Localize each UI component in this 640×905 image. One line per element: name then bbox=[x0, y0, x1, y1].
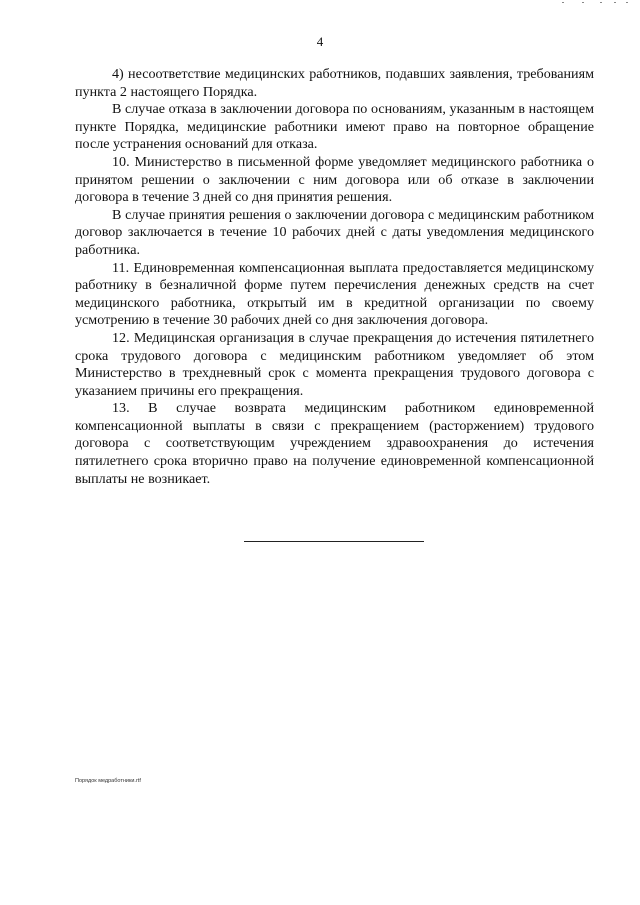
scan-artifact-marks bbox=[552, 0, 632, 8]
document-body bbox=[75, 66, 594, 488]
paragraph-13: 13. В случае возврата медицинским работником единовременной компенсационной выплаты в связи с прекращением (расторжением) трудового договора с соответствующим учреждением здравоохранения до истечения пятилетнего срока вторично право на получение единовременной компенсационной выплаты не возникает. bbox=[75, 400, 594, 487]
end-separator-line bbox=[244, 541, 424, 542]
paragraph-contract-conclusion: В случае принятия решения о заключении договора с медицинским работником договор заключается в течение 10 рабочих дней с даты уведомления медицинского работника. bbox=[75, 206, 594, 258]
paragraph-11: 11. Единовременная компенсационная выплата предоставляется медицинскому работнику в безналичной форме путем перечисления денежных средств на счет медицинского работника, открытый им в кредитной организации по своему усмотрению в течение 30 рабочих дней со дня заключения договора. bbox=[75, 259, 594, 329]
paragraph-item-4: 4) несоответствие медицинских работников, подавших заявления, требованиям пункта 2 настоящего Порядка. bbox=[75, 66, 594, 100]
paragraph-12: 12. Медицинская организация в случае прекращения до истечения пятилетнего срока трудового договора с медицинским работником уведомляет об этом Министерство в трехдневный срок с момента прекращения трудового договора с указанием причины его прекращения. bbox=[75, 329, 594, 399]
paragraph-refusal-reapply: В случае отказа в заключении договора по основаниям, указанным в настоящем пункте Порядка, медицинские работники имеют право на повторное обращение после устранения оснований для отказа. bbox=[75, 101, 594, 153]
paragraph-10: 10. Министерство в письменной форме уведомляет медицинского работника о принятом решении о заключении с ним договора или об отказе в заключении договора в течение 3 дней со дня принятия решения. bbox=[75, 153, 594, 206]
footer-filename: Порядок медработники.rtf bbox=[75, 778, 141, 784]
page-number: 4 bbox=[316, 34, 324, 49]
